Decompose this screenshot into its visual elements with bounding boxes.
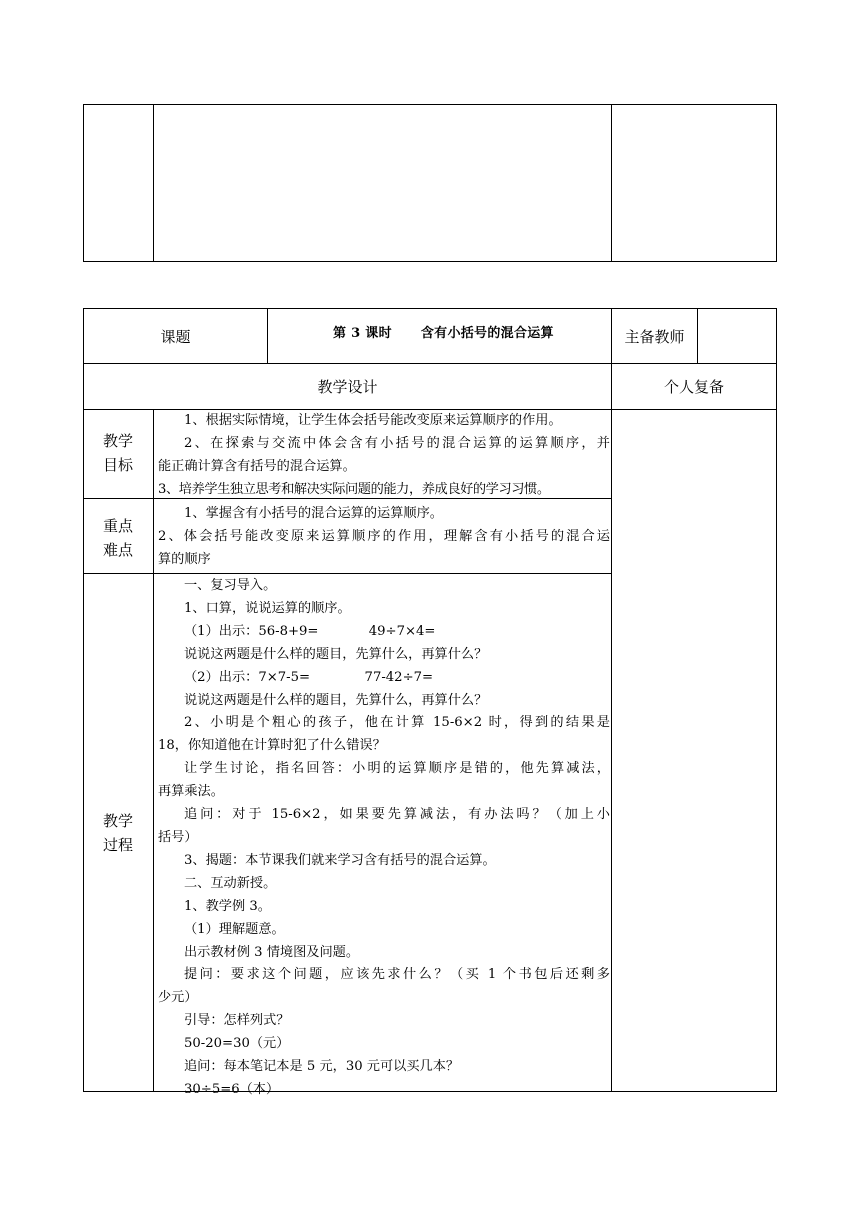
process-line: 括号）: [158, 829, 198, 845]
lesson-title: 第 3 课时 含有小括号的混合运算: [333, 326, 554, 341]
topic-label: 课题: [160, 327, 191, 346]
prep-label: 个人复备: [663, 377, 724, 396]
goal-line: 1、根据实际情境，让学生体会括号能改变原来运算顺序的作用。: [184, 413, 562, 428]
keypoints-label-line: 难点: [102, 541, 133, 559]
process-label-line: 教学: [102, 812, 133, 830]
previous-table-fragment: [83, 104, 777, 262]
process-line: 少元）: [158, 990, 198, 1006]
process-line: （2）出示：7×7-5= 77-42÷7=: [184, 669, 434, 685]
process-line: 2、小明是个粗心的孩子，他在计算 15-6×2 时，得到的结果是: [184, 715, 610, 731]
table-divider: [153, 105, 154, 261]
goals-label-line: 目标: [102, 456, 133, 474]
col-divider: [153, 409, 154, 1091]
row-divider: [84, 573, 611, 574]
lesson-plan-table: [83, 308, 777, 1097]
goals-label: [84, 429, 152, 477]
teacher-label: 主备教师: [624, 327, 685, 346]
keypoint-line: 1、掌握含有小括号的混合运算的运算顺序。: [184, 506, 443, 521]
process-line: 18，你知道他在计算时犯了什么错误？: [158, 738, 386, 754]
process-line: 追问：对于 15-6×2，如果要先算减法，有办法吗？（加上小: [184, 807, 610, 823]
keypoints-text: [158, 503, 610, 572]
process-line: 说说这两题是什么样的题目，先算什么，再算什么？: [184, 692, 488, 708]
process-line: 一、复习导入。: [184, 578, 277, 593]
process-line: 出示教材例 3 情境图及问题。: [184, 944, 360, 960]
process-text: [158, 575, 610, 1102]
process-line: 1、口算，说说运算的顺序。: [184, 600, 351, 616]
process-line: 让学生讨论，指名回答：小明的运算顺序是错的，他先算减法，: [184, 761, 610, 777]
process-label: [84, 809, 152, 857]
process-line: 二、互动新授。: [184, 875, 277, 891]
col-divider: [697, 309, 698, 363]
process-line: 50-20=30（元）: [184, 1036, 290, 1052]
process-line: 3、揭题：本节课我们就来学习含有括号的混合运算。: [184, 852, 496, 868]
keypoints-label: [84, 514, 152, 562]
col-divider: [611, 309, 612, 1091]
design-label: 教学设计: [317, 377, 378, 396]
process-line: （1）出示：56-8+9= 49÷7×4=: [184, 623, 436, 639]
process-line: 追问：每本笔记本是 5 元，30 元可以买几本？: [184, 1059, 460, 1075]
keypoint-line: 算的顺序: [158, 551, 211, 567]
goal-line: 3、培养学生独立思考和解决实际问题的能力，养成良好的学习习惯。: [158, 481, 550, 497]
process-line: 1、教学例 3。: [184, 898, 271, 914]
process-label-line: 过程: [102, 836, 133, 854]
goals-text: [158, 410, 610, 502]
goals-label-line: 教学: [102, 432, 133, 450]
process-line: 再算乘法。: [158, 784, 224, 800]
process-line: 说说这两题是什么样的题目，先算什么，再算什么？: [184, 646, 488, 662]
process-line: 引导：怎样列式？: [184, 1013, 290, 1029]
keypoints-label-line: 重点: [102, 517, 133, 535]
table-divider: [611, 105, 612, 261]
process-line: 提问：要求这个问题，应该先求什么？（买 1 个书包后还剩多: [184, 967, 610, 983]
goal-line: 能正确计算含有括号的混合运算。: [158, 458, 356, 474]
col-divider: [267, 309, 268, 363]
keypoint-line: 2、体会括号能改变原来运算顺序的作用，理解含有小括号的混合运: [158, 528, 610, 544]
process-line: 30÷5=6（本）: [184, 1081, 280, 1097]
goal-line: 2、在探索与交流中体会含有小括号的混合运算的运算顺序，并: [184, 435, 610, 451]
process-line: （1）理解题意。: [184, 921, 285, 937]
